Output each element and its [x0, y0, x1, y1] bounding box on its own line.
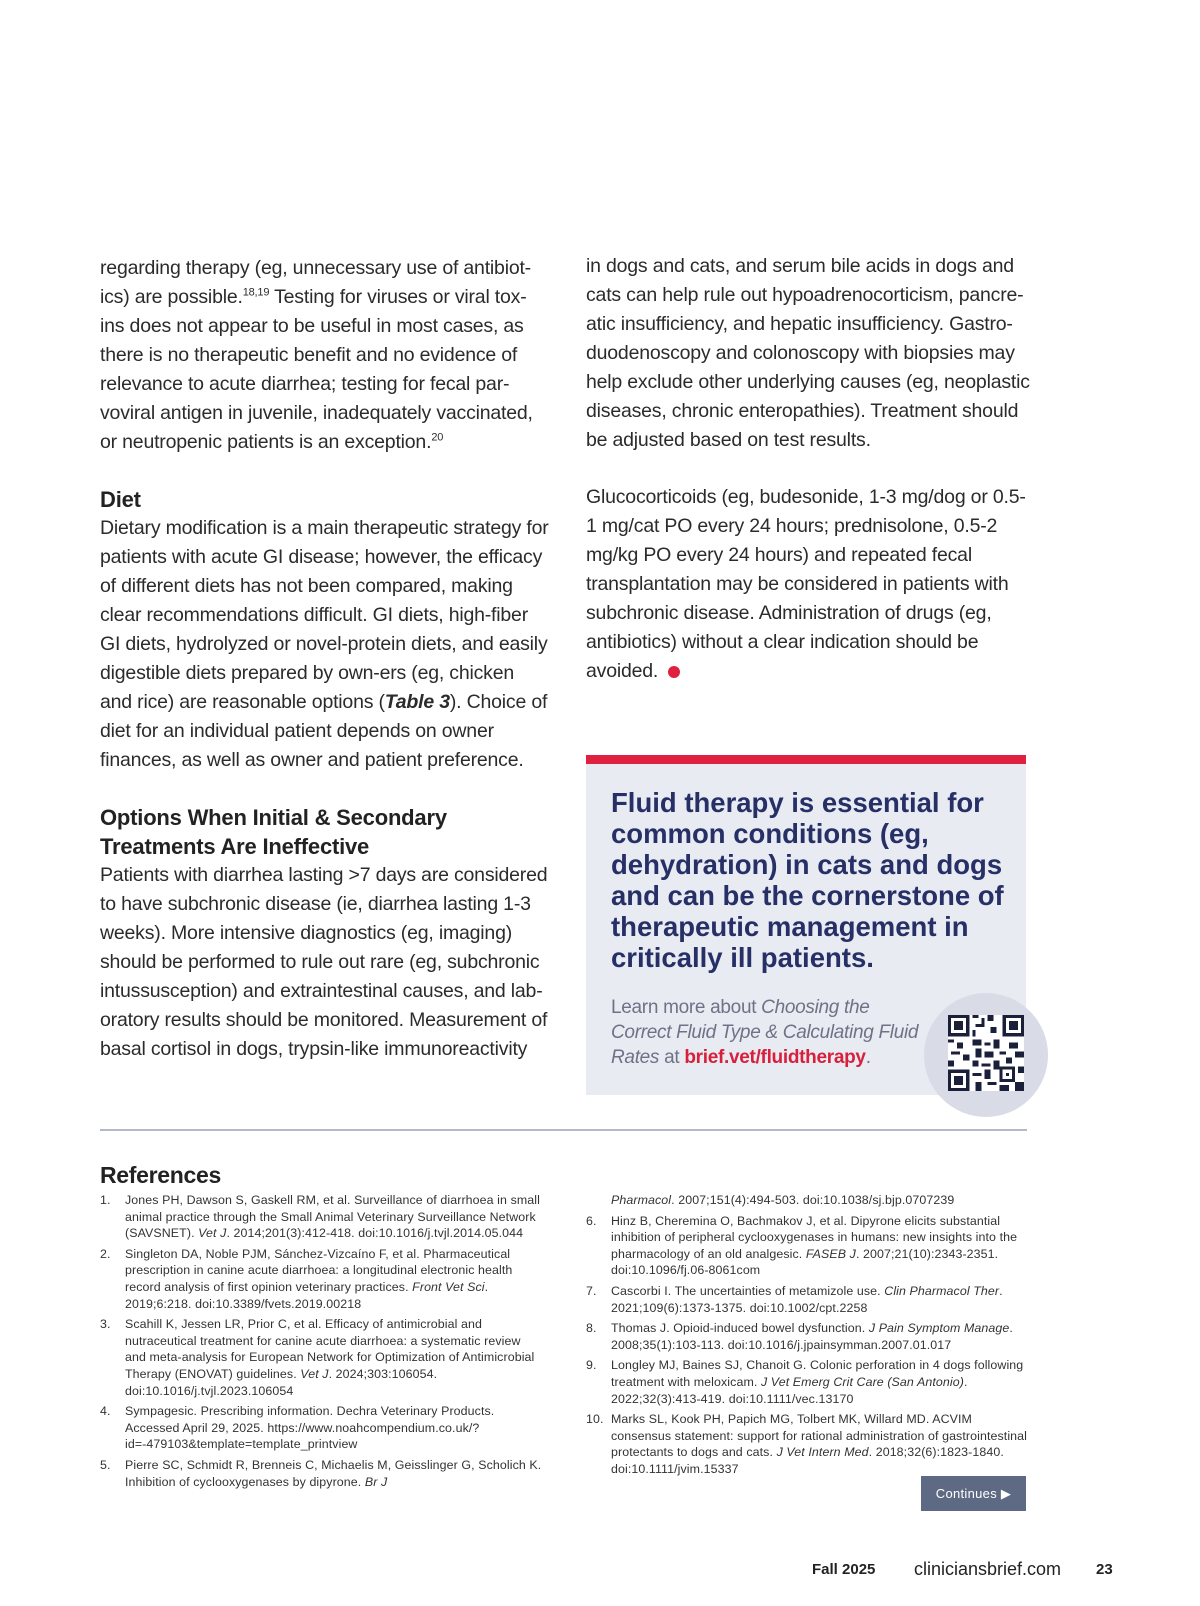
citation: 18,19 [242, 286, 270, 299]
reference-continuation: Pharmacol. 2007;151(4):494-503. doi:10.1038/sj.bjp.0707239 [611, 1193, 955, 1207]
continues-button[interactable]: Continues ▶ [921, 1476, 1026, 1511]
fluidtherapy-link[interactable]: brief.vet/fluidtherapy [684, 1047, 866, 1068]
reference-item: 5. Pierre SC, Schmidt R, Brenneis C, Michaelis M, Geisslinger G, Scholich K. Inhibition of cyclooxygenases by dipyrone. Br J [100, 1457, 542, 1489]
options-heading: Options When Initial & Secondary Treatments Are Ineffective [100, 805, 447, 859]
reference-item: 3. Scahill K, Jessen LR, Prior C, et al. Efficacy of antimicrobial and nutraceutical treatment for canine acute diarrhoea: a systematic review and meta-analysis for European Network for Optimization of Antimicrobial Therapy (ENOVAT) guidelines. Vet J. 2024;303:106054. doi:10.1016/j.tvjl.2023.106054 [100, 1317, 535, 1398]
left-column [100, 254, 550, 1064]
callout-accent-bar [586, 755, 1026, 764]
qr-code-icon[interactable] [948, 1015, 1024, 1091]
reference-item: 9. Longley MJ, Baines SJ, Chanoit G. Colonic perforation in 4 dogs following treatment with meloxicam. J Vet Emerg Crit Care (San Antonio). 2022;32(3):413-419. doi:10.1111/vec.13170 [586, 1358, 1024, 1406]
diagnostics-paragraph: in dogs and cats, and serum bile acids in dogs and cats can help rule out hypoadrenocorticism, pancre-atic insufficiency, and hepatic insufficiency. Gastro-duodenoscopy and colonoscopy with biopsies may help exclude other underlying causes (eg, neoplastic diseases, chronic enteropathies). Treatment should be adjusted based on test results. [586, 255, 1030, 451]
end-of-article-dot-icon [668, 666, 680, 678]
reference-item: 10. Marks SL, Kook PH, Papich MG, Tolbert MK, Willard MD. ACVIM consensus statement: support for rational administration of gastrointestinal protectants to dogs and cats. J Vet Intern Med. 2018;32(6):1823-1840. doi:10.1111/jvim.15337 [586, 1412, 1028, 1476]
reference-item: 2. Singleton DA, Noble PJM, Sánchez-Vizcaíno F, et al. Pharmaceutical prescription in canine acute diarrhoea: a longitudinal electronic health record analysis of first opinion veterinary practices. Front Vet Sci. 2019;6:218. doi:10.3389/fvets.2019.00218 [100, 1246, 513, 1311]
intro-paragraph: regarding therapy (eg, unnecessary use of antibiot-ics) are possible.$^{18,19}$ Testing for viruses or viral tox-ins does not appear to be useful in most cases, as there is no therapeutic benefit and no evidence of relevance to acute diarrhea; testing for fecal par-voviral antigen in juvenile, inadequately vaccinated, or neutropenic patients is an exception.$^{20}$ [100, 257, 533, 453]
citation: 20 [431, 431, 444, 444]
diet-paragraph: Dietary modification is a main therapeutic strategy for patients with acute GI disease; however, the efficacy of different diets has not been compared, making clear recommendations difficult. GI diets, high-fiber GI diets, hydrolyzed or novel-protein diets, and easily digestible diets prepared by own-ers (eg, chicken and rice) are reasonable options (Table 3). Choice of diet for an individual patient depends on owner finances, as well as owner and patient preference. [100, 517, 549, 771]
reference-item: 7. Cascorbi I. The uncertainties of metamizole use. Clin Pharmacol Ther. 2021;109(6):1373-1375. doi:10.1002/cpt.2258 [586, 1283, 1003, 1315]
references-list-right [586, 1192, 1031, 1482]
footer-issue: Fall 2025 [812, 1561, 876, 1578]
reference-item: 1. Jones PH, Dawson S, Gaskell RM, et al. Surveillance of diarrhoea in small animal practice through the Small Animal Veterinary Surveillance Network (SAVSNET). Vet J. 2014;201(3):412-418. doi:10.1016/j.tvjl.2014.05.044 [100, 1193, 540, 1241]
table-reference[interactable]: Table 3 [384, 691, 450, 713]
footer-site-link[interactable]: cliniciansbrief.com [914, 1559, 1062, 1579]
callout-learn-more: Learn more about Choosing the Correct Fluid Type & Calculating Fluid Rates at brief.vet/fluidtherapy. [611, 997, 919, 1068]
options-paragraph: Patients with diarrhea lasting >7 days are considered to have subchronic disease (ie, diarrhea lasting 1-3 weeks). More intensive diagnostics (eg, imaging) should be performed to rule out rare (eg, subchronic intussusception) and extraintestinal causes, and lab-oratory results should be monitored. Measurement of basal cortisol in dogs, trypsin-like immunoreactivity [100, 864, 548, 1060]
reference-item: 4. Sympagesic. Prescribing information. Dechra Veterinary Products. Accessed April 29, 2025. https://www.noahcompendium.co.uk/?id=-479103&template=template_printview [100, 1404, 495, 1452]
callout-quote: Fluid therapy is essential for common conditions (eg, dehydration) in cats and dogs and can be the cornerstone of therapeutic management in critically ill patients. [611, 787, 1004, 973]
page-number: 23 [1096, 1561, 1113, 1578]
right-column [586, 252, 1036, 686]
reference-item: 6. Hinz B, Cheremina O, Bachmakov J, et al. Dipyrone elicits substantial inhibition of peripheral cyclooxygenases in humans: new insights into the pharmacology of an old analgesic. FASEB J. 2007;21(10):2343-2351. doi:10.1096/fj.06-8061com [586, 1213, 1018, 1278]
section-divider [100, 1129, 1027, 1131]
references-list-left [100, 1192, 545, 1494]
diet-heading: Diet [100, 487, 141, 512]
references-heading: References [100, 1162, 222, 1188]
reference-item: 8. Thomas J. Opioid-induced bowel dysfunction. J Pain Symptom Manage. 2008;35(1):103-113. doi:10.1016/j.jpainsymman.2007.01.017 [586, 1321, 1013, 1352]
glucocorticoids-paragraph: Glucocorticoids (eg, budesonide, 1-3 mg/dog or 0.5-1 mg/cat PO every 24 hours; prednisolone, 0.5-2 mg/kg PO every 24 hours) and repeated fecal transplantation may be considered in patients with subchronic disease. Administration of drugs (eg, antibiotics) without a clear indication should be avoided. [586, 486, 1026, 682]
